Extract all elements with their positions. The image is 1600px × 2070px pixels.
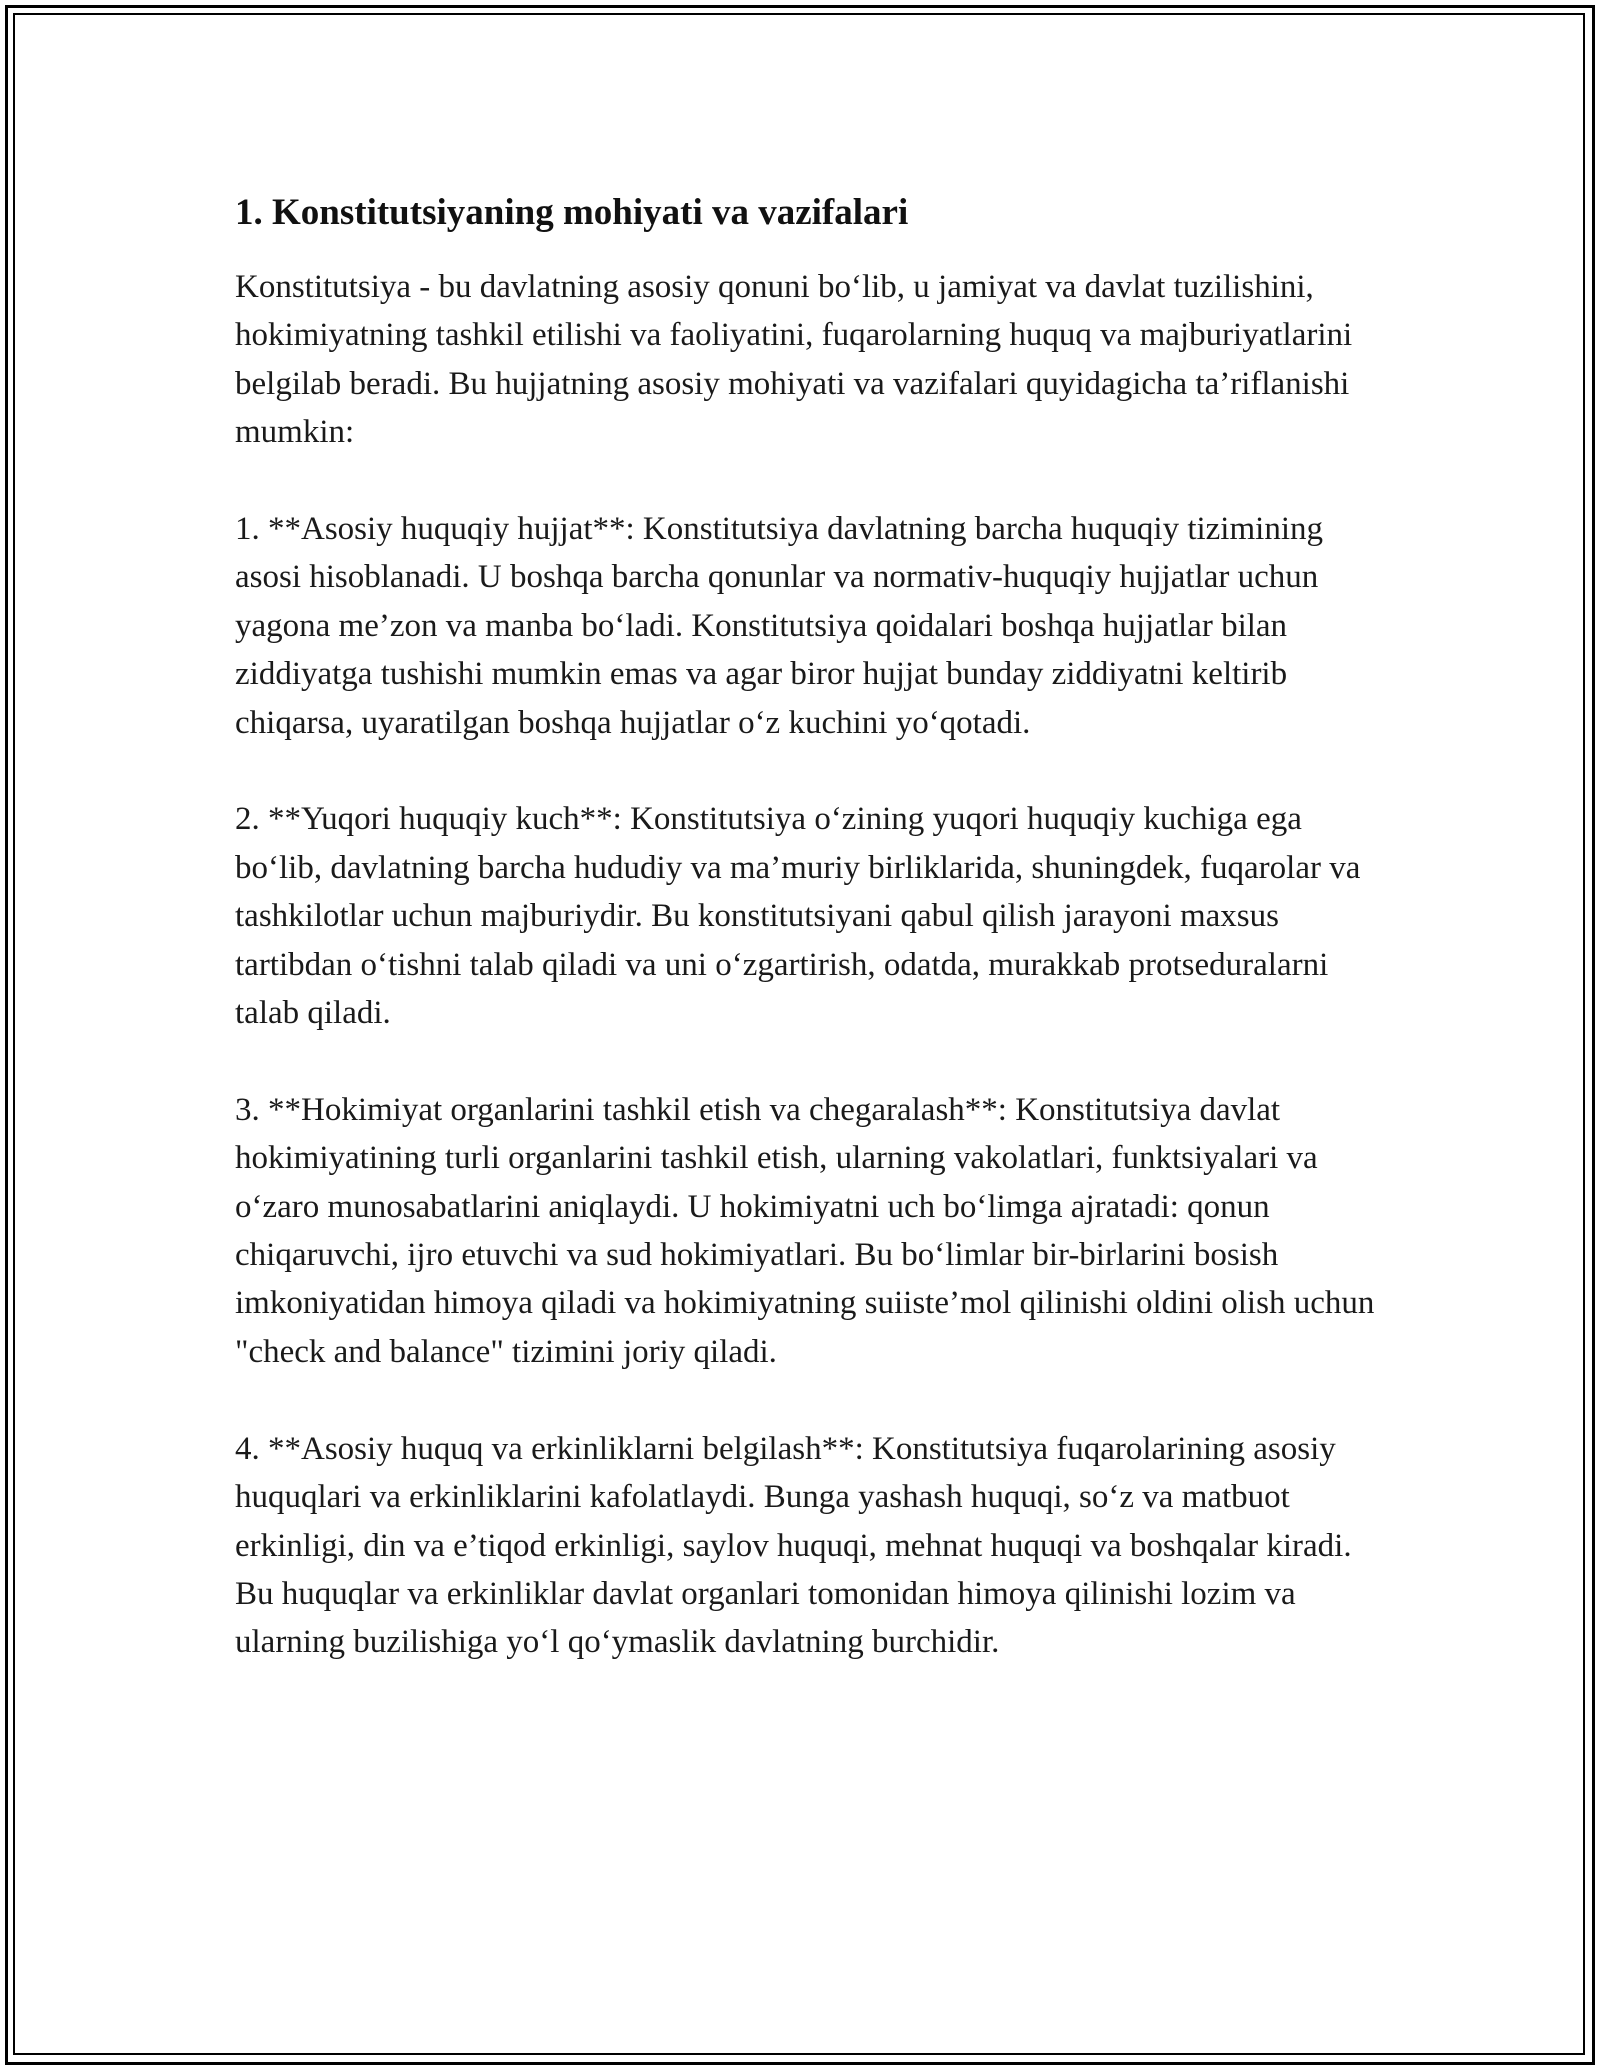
- item-2-paragraph: 2. **Yuqori huquqiy kuch**: Konstitutsiya o‘zining yuqori huquqiy kuchiga ega bo‘lib, davlatning barcha hududiy va ma’muriy birliklarida, shuningdek, fuqarolar va tashkilotlar uchun majburiydir. Bu konstitutsiyani qabul qilish jarayoni maxsus tartibdan o‘tishni talab qiladi va uni o‘zgartirish, odatda, murakkab protseduralarni talab qiladi.: [235, 801, 1361, 1032]
- document-body: [235, 185, 1375, 1667]
- item-3-paragraph: 3. **Hokimiyat organlarini tashkil etish va chegaralash**: Konstitutsiya davlat hokimiyatining turli organlarini tashkil etish, ularning vakolatlari, funktsiyalari va o‘zaro munosabatlarini aniqlaydi. U hokimiyatni uch bo‘limga ajratadi: qonun chiqaruvchi, ijro etuvchi va sud hokimiyatlari. Bu bo‘limlar bir-birlarini bosish imkoniyatidan himoya qiladi va hokimiyatning suiiste’mol qilinishi oldini olish uchun "check and balance" tizimini joriy qiladi.: [235, 1091, 1375, 1370]
- item-4-paragraph: 4. **Asosiy huquq va erkinliklarni belgilash**: Konstitutsiya fuqarolarining asosiy huquqlari va erkinliklarini kafolatlaydi. Bunga yashash huquqi, so‘z va matbuot erkinligi, din va e’tiqod erkinligi, saylov huquqi, mehnat huquqi va boshqalar kiradi. Bu huquqlar va erkinliklar davlat organlari tomonidan himoya qilinishi lozim va ularning buzilishiga yo‘l qo‘ymaslik davlatning burchidir.: [235, 1430, 1352, 1661]
- intro-paragraph: Konstitutsiya - bu davlatning asosiy qonuni bo‘lib, u jamiyat va davlat tuzilishini, hokimiyatning tashkil etilishi va faoliyatini, fuqarolarning huquq va majburiyatlarini belgilab beradi. Bu hujjatning asosiy mohiyati va vazifalari quyidagicha ta’riflanishi mumkin:: [235, 269, 1353, 451]
- document-title: 1. Konstitutsiyaning mohiyati va vazifalari: [235, 192, 909, 233]
- item-1-paragraph: 1. **Asosiy huquqiy hujjat**: Konstitutsiya davlatning barcha huquqiy tizimining asosi hisoblanadi. U boshqa barcha qonunlar va normativ-huquqiy hujjatlar uchun yagona me’zon va manba bo‘ladi. Konstitutsiya qoidalari boshqa hujjatlar bilan ziddiyatga tushishi mumkin emas va agar biror hujjat bunday ziddiyatni keltirib chiqarsa, uyaratilgan boshqa hujjatlar o‘z kuchini yo‘qotadi.: [235, 511, 1323, 741]
